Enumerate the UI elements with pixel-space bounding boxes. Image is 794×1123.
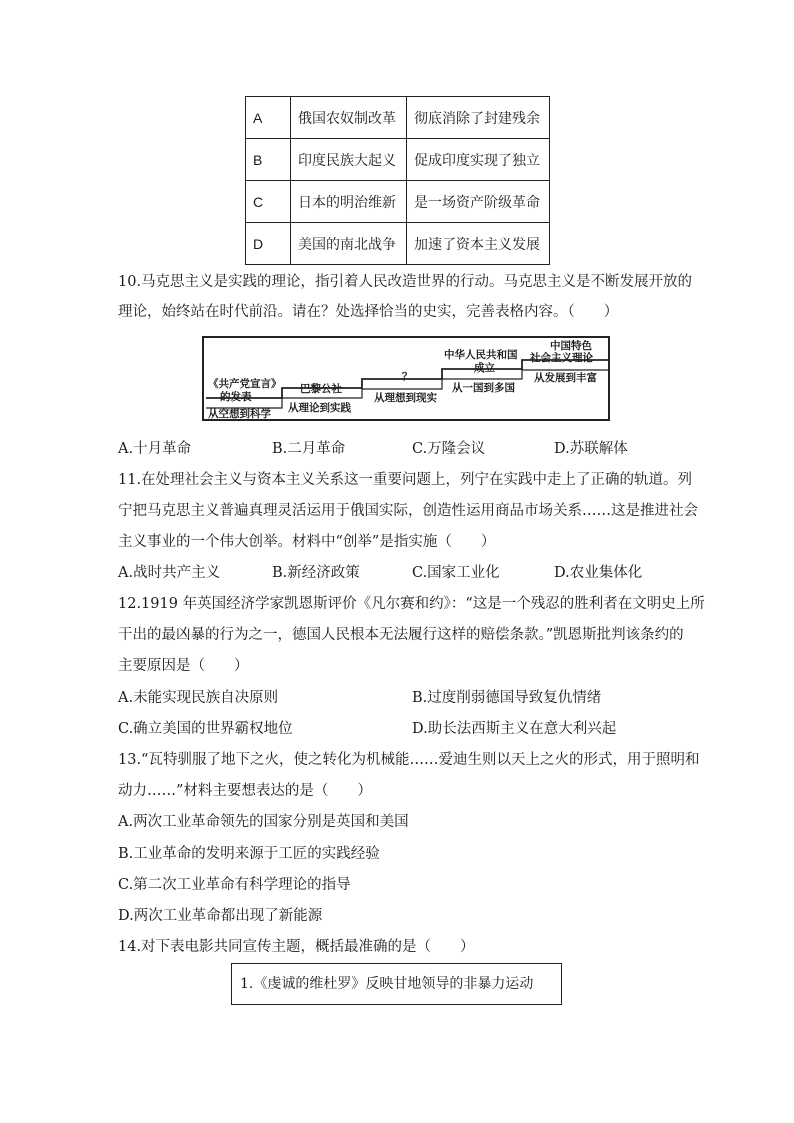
step5-bottom-label: 从发展到丰富 — [534, 372, 597, 384]
option-effect: 彻底消除了封建残余 — [407, 97, 550, 139]
q10-staircase-figure — [202, 336, 610, 421]
q12-option-b: B.过度削弱德国导致复仇情绪 — [412, 690, 602, 706]
q11-option-b: B.新经济政策 — [272, 565, 360, 581]
step5-top-label: 中国特色 — [550, 340, 592, 352]
table-row — [246, 97, 550, 139]
q10-option-d: D.苏联解体 — [554, 441, 628, 457]
option-event: 印度民族大起义 — [291, 139, 407, 181]
q13-option-b: B.工业革命的发明来源于工匠的实践经验 — [118, 846, 380, 862]
q10-option-a: A.十月革命 — [118, 441, 192, 457]
q12-option-d: D.助长法西斯主义在意大利兴起 — [412, 721, 617, 737]
step1-top-label: 《共产党宣言》 — [208, 378, 282, 390]
option-event: 俄国农奴制改革 — [291, 97, 407, 139]
q11-stem-line2: 宁把马克思主义普遍真理灵活运用于俄国实际，创造性运用商品市场关系……这是推进社会 — [118, 503, 698, 519]
option-letter: D — [246, 223, 291, 265]
q13-stem-line2: 动力……”材料主要想表达的是（ ） — [118, 783, 372, 799]
q14-stem-line1: 14.对下表电影共同宣传主题，概括最准确的是（ ） — [118, 939, 475, 955]
q14-film-table-row: 1.《虔诚的维杜罗》反映甘地领导的非暴力运动 — [231, 963, 562, 1005]
table-row — [246, 223, 550, 265]
q12-stem-line1: 12.1919 年英国经济学家凯恩斯评价《凡尔赛和约》：“这是一个残忍的胜利者在文明史上所 — [118, 596, 705, 612]
q12-option-a: A.未能实现民族自决原则 — [118, 690, 279, 706]
q11-option-a: A.战时共产主义 — [118, 565, 221, 581]
step2-bottom-label: 从理论到实践 — [288, 402, 351, 414]
step4-top-label-2: 成立 — [474, 362, 495, 374]
q13-option-c: C.第二次工业革命有科学理论的指导 — [118, 877, 351, 893]
table-row — [246, 139, 550, 181]
q12-stem-line3: 主要原因是（ ） — [118, 658, 249, 674]
option-effect: 是一场资产阶级革命 — [407, 181, 550, 223]
step1-mid-label: 的发表 — [220, 391, 252, 403]
step4-bottom-label: 从一国到多国 — [452, 382, 515, 394]
q12-stem-line2: 干出的最凶暴的行为之一，德国人民根本无法履行这样的赔偿条款。”凯恩斯批判该条约的 — [118, 627, 684, 643]
option-letter: A — [246, 97, 291, 139]
q11-option-d: D.农业集体化 — [554, 565, 643, 581]
step3-bottom-label: 从理想到现实 — [374, 392, 437, 404]
q10-option-c: C.万隆会议 — [412, 441, 486, 457]
q10-option-b: B.二月革命 — [272, 441, 346, 457]
step1-bottom-label: 从空想到科学 — [208, 408, 271, 420]
step2-top-label: 巴黎公社 — [300, 383, 342, 395]
q10-stem-line2: 理论，始终站在时代前沿。请在？处选择恰当的史实，完善表格内容。（ ） — [118, 304, 619, 320]
option-effect: 促成印度实现了独立 — [407, 139, 550, 181]
q12-option-c: C.确立美国的世界霸权地位 — [118, 721, 293, 737]
option-effect: 加速了资本主义发展 — [407, 223, 550, 265]
step3-question-mark: ？ — [402, 371, 413, 383]
q11-stem-line3: 主义事业的一个伟大创举。材料中“创举”是指实施（ ） — [118, 534, 496, 550]
q13-option-d: D.两次工业革命都出现了新能源 — [118, 908, 323, 924]
option-letter: C — [246, 181, 291, 223]
q11-option-c: C.国家工业化 — [412, 565, 500, 581]
step5-top-label-2: 社会主义理论 — [530, 352, 593, 364]
option-event: 美国的南北战争 — [291, 223, 407, 265]
q13-option-a: A.两次工业革命领先的国家分别是英国和美国 — [118, 814, 409, 830]
q11-stem-line1: 11.在处理社会主义与资本主义关系这一重要问题上，列宁在实践中走上了正确的轨道。列 — [118, 472, 693, 488]
q9-options-table — [245, 96, 550, 265]
table-row — [246, 181, 550, 223]
q10-stem-line1: 10.马克思主义是实践的理论，指引着人民改造世界的行动。马克思主义是不断发展开放的 — [118, 274, 693, 290]
q13-stem-line1: 13.“瓦特驯服了地下之火，使之转化为机械能……爱迪生则以天上之火的形式，用于照明和 — [118, 752, 700, 768]
step4-top-label: 中华人民共和国 — [444, 349, 518, 361]
option-letter: B — [246, 139, 291, 181]
option-event: 日本的明治维新 — [291, 181, 407, 223]
